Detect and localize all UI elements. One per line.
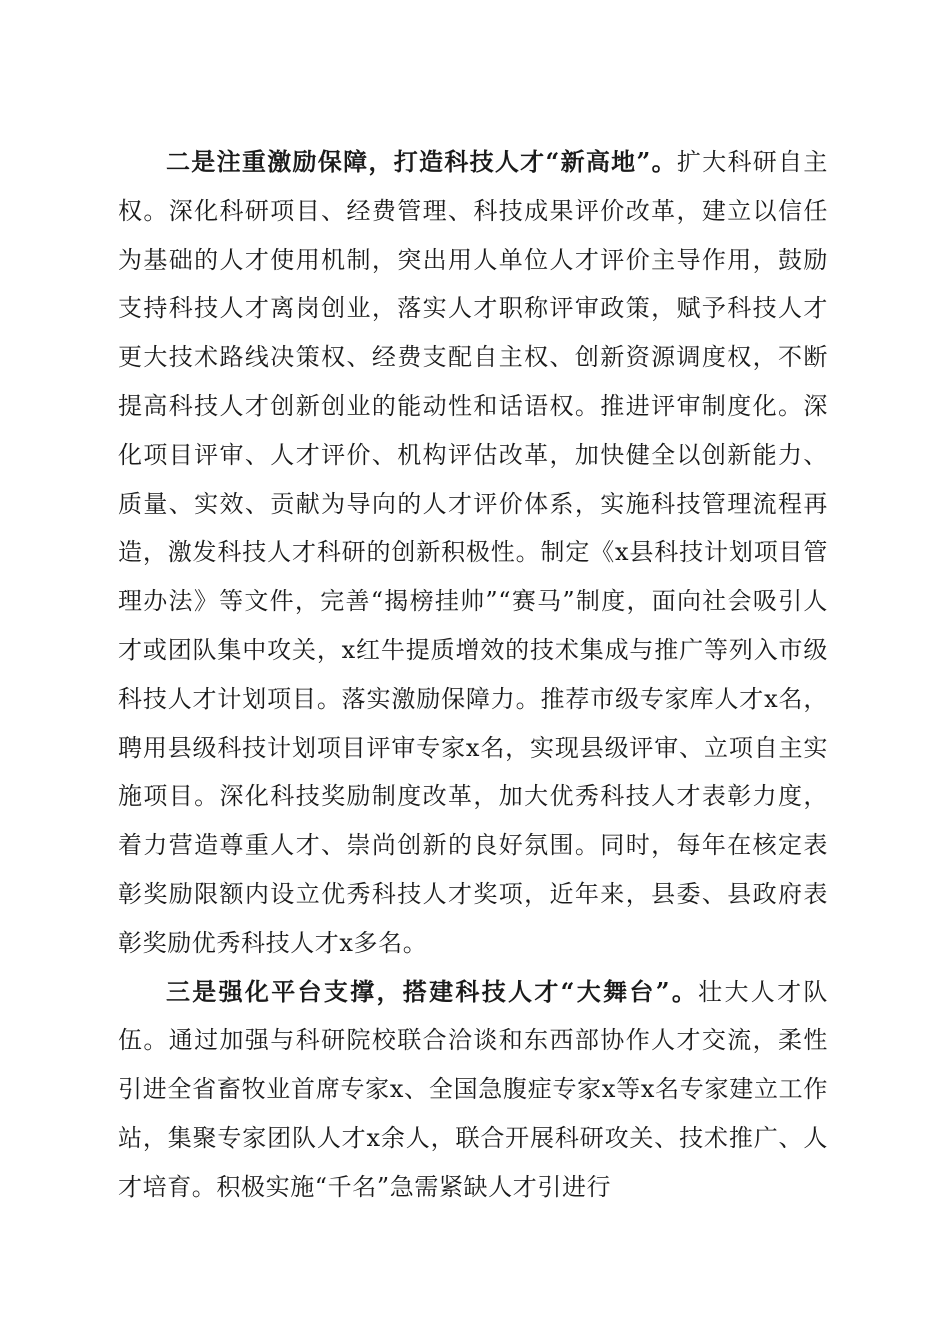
paragraph-incentive-guarantee [118,138,828,968]
paragraph-platform-support [118,968,828,1212]
paragraph-lead-heading: 三是强化平台支撑，搭建科技人才“大舞台”。 [166,976,699,1006]
paragraph-body-text: 扩大科研自主权。深化科研项目、经费管理、科技成果评价改革，建立以信任为基础的人才使用机制，突出用人单位人才评价主导作用，鼓励支持科技人才离岗创业，落实人才职称评审政策，赋予科技人才更大技术路线决策权、经费支配自主权、创新资源调度权，不断提高科技人才创新创业的能动性和话语权。推进评审制度化。深化项目评审、人才评价、机构评估改革，加快健全以创新能力、质量、实效、贡献为导向的人才评价体系，实施科技管理流程再造，激发科技人才科研的创新积极性。制定《x县科技计划项目管理办法》等文件，完善“揭榜挂帅”“赛马”制度，面向社会吸引人才或团队集中攻关，x红牛提质增效的技术集成与推广等列入市级科技人才计划项目。落实激励保障力。推荐市级专家库人才x名，聘用县级科技计划项目评审专家x名，实现县级评审、立项自主实施项目。深化科技奖励制度改革，加大优秀科技人才表彰力度，着力营造尊重人才、崇尚创新的良好氛围。同时，每年在核定表彰奖励限额内设立优秀科技人才奖项，近年来，县委、县政府表彰奖励优秀科技人才x多名。 [118,148,828,957]
paragraph-body-text: 壮大人才队伍。通过加强与科研院校联合洽谈和东西部协作人才交流，柔性引进全省畜牧业首席专家x、全国急腹症专家x等x名专家建立工作站，集聚专家团队人才x余人，联合开展科研攻关、技术推广、人才培育。积极实施“千名”急需紧缺人才引进行 [118,977,829,1201]
paragraph-lead-heading: 二是注重激励保障，打造科技人才“新高地”。 [166,147,677,176]
document-page [118,138,828,1212]
